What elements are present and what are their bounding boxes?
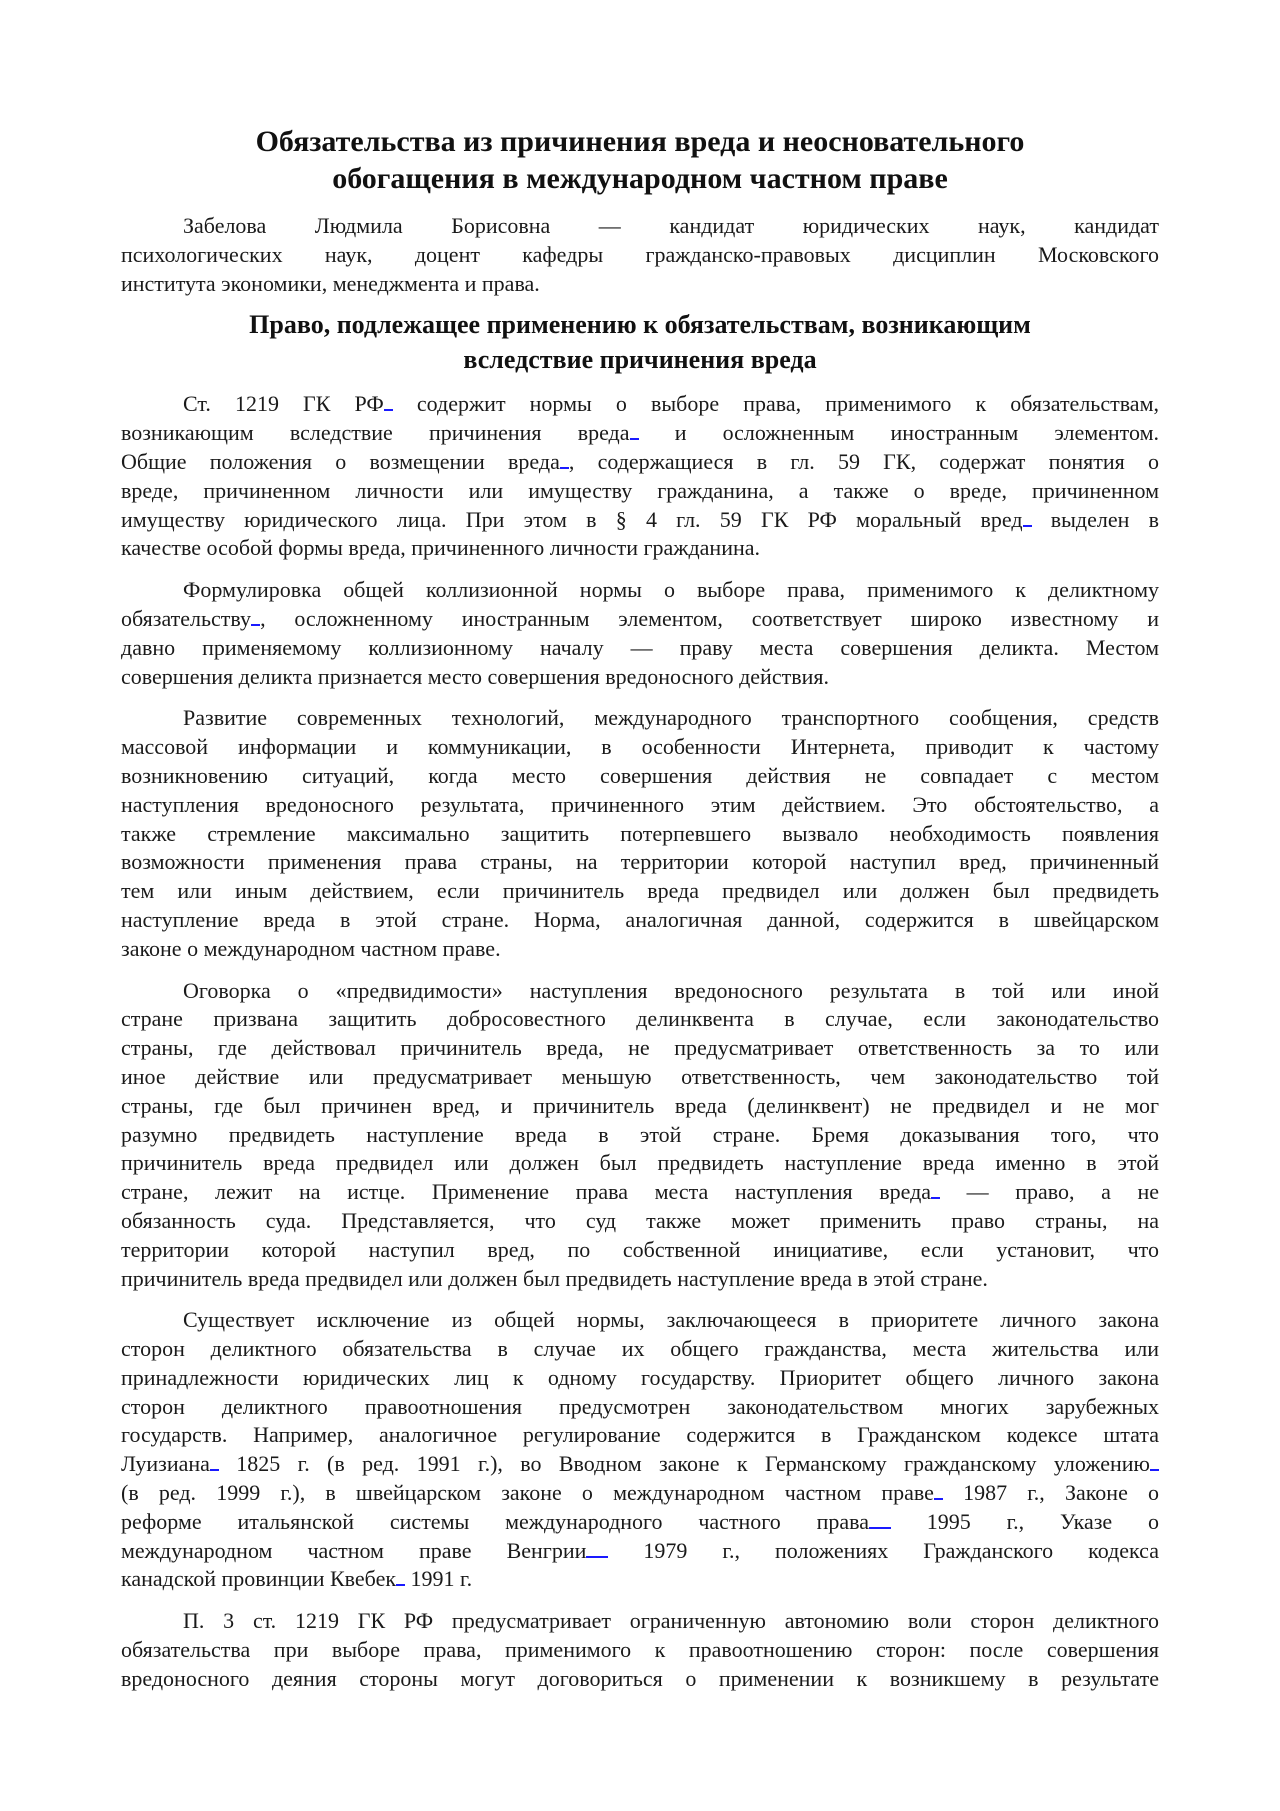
text-segment: (в ред. 1999 г.), в швейцарском законе о международном частном праве	[121, 1480, 934, 1506]
text-line	[121, 1508, 1159, 1537]
text-segment: качестве особой формы вреда, причиненного личности гражданина.	[121, 535, 761, 561]
footnote-link[interactable]	[934, 1494, 943, 1500]
text-segment: обязательству	[121, 605, 252, 631]
title-line: обогащения в международном частном праве	[332, 162, 948, 195]
text-segment: наступление вреда в этой стране. Норма, аналогичная данной, содержится в швейцарском	[121, 906, 1159, 932]
footnote-link[interactable]	[630, 434, 639, 440]
paragraph	[121, 1306, 1159, 1594]
text-line	[121, 704, 1159, 733]
text-line	[121, 605, 1159, 634]
footnote-link[interactable]	[1023, 521, 1032, 527]
text-line	[121, 1149, 1159, 1178]
text-line	[121, 906, 1159, 935]
text-segment: , осложненному иностранным элементом, соответствует широко известному и	[260, 605, 1159, 631]
text-line	[121, 977, 1159, 1006]
text-segment: Формулировка общей коллизионной нормы о выборе права, применимого к деликтному	[183, 577, 1159, 603]
document-title	[121, 123, 1159, 197]
footnote-link[interactable]	[396, 1580, 405, 1586]
footnote-link[interactable]	[1150, 1465, 1159, 1471]
text-segment: , содержащиеся в гл. 59 ГК, содержат понятия о	[568, 448, 1159, 474]
text-segment: возможности применения права страны, на территории которой наступил вред, причиненный	[121, 849, 1159, 875]
text-segment: стране призвана защитить добросовестного делинквента в случае, если законодательство	[121, 1006, 1159, 1032]
text-line	[121, 1034, 1159, 1063]
text-line	[121, 1450, 1159, 1479]
text-line	[121, 1393, 1159, 1422]
paragraph	[121, 1607, 1159, 1693]
text-segment: причинитель вреда предвидел или должен был предвидеть наступление вреда в этой стране.	[121, 1265, 988, 1291]
text-line	[121, 1121, 1159, 1150]
text-line	[121, 1265, 1159, 1294]
text-line	[121, 1636, 1159, 1665]
heading-line: Право, подлежащее применению к обязательствам, возникающим	[249, 310, 1031, 340]
text-segment: вреде, причиненном личности или имуществу гражданина, а также о вреде, причиненном	[121, 477, 1159, 503]
heading-line: вследствие причинения вреда	[463, 345, 817, 375]
text-line	[121, 390, 1159, 419]
text-segment: принадлежности юридических лиц к одному государству. Приоритет общего личного закона	[121, 1364, 1159, 1390]
text-segment: Развитие современных технологий, международного транспортного сообщения, средств	[183, 705, 1159, 731]
text-line	[121, 1306, 1159, 1335]
text-segment: разумно предвидеть наступление вреда в этой стране. Бремя доказывания того, что	[121, 1121, 1159, 1147]
text-line	[121, 506, 1159, 535]
text-segment: территории которой наступил вред, по собственной инициативе, если установит, что	[121, 1236, 1159, 1262]
text-line	[121, 419, 1159, 448]
text-segment: иное действие или предусматривает меньшую ответственность, чем законодательство той	[121, 1063, 1159, 1089]
text-segment: Забелова Людмила Борисовна — кандидат юридических наук, кандидат	[183, 213, 1159, 238]
text-segment: — право, а не	[940, 1179, 1159, 1205]
text-line	[121, 241, 1159, 270]
text-line	[121, 477, 1159, 506]
text-segment: возникновению ситуаций, когда место совершения действия не совпадает с местом	[121, 762, 1159, 788]
text-segment: П. 3 ст. 1219 ГК РФ предусматривает ограниченную автономию воли сторон деликтного	[183, 1608, 1159, 1634]
text-line	[121, 1063, 1159, 1092]
footnote-link[interactable]	[560, 463, 569, 469]
paragraph	[121, 576, 1159, 691]
text-segment: международном частном праве Венгрии	[121, 1537, 587, 1563]
text-segment: стране, лежит на истце. Применение права места наступления вреда	[121, 1179, 932, 1205]
section-heading	[121, 307, 1159, 377]
text-segment: 1991 г.	[405, 1566, 473, 1592]
text-segment: реформе итальянской системы международного частного права	[121, 1508, 869, 1534]
text-line	[121, 448, 1159, 477]
text-segment: наступления вредоносного результата, причиненного этим действием. Это обстоятельство, а	[121, 791, 1159, 817]
text-line	[121, 762, 1159, 791]
footnote-link[interactable]	[586, 1552, 608, 1558]
text-line	[121, 1665, 1159, 1694]
text-segment: содержит нормы о выборе права, применимого к обязательствам,	[392, 391, 1159, 417]
text-line	[121, 270, 1159, 299]
paragraph	[121, 977, 1159, 1294]
text-line	[121, 1421, 1159, 1450]
text-segment: психологических наук, доцент кафедры гражданско-правовых дисциплин Московского	[121, 241, 1159, 267]
text-line	[121, 791, 1159, 820]
text-segment: и осложненным иностранным элементом.	[638, 420, 1159, 446]
text-segment: Ст. 1219 ГК РФ	[183, 391, 384, 417]
text-segment: законе о международном частном праве.	[121, 935, 501, 961]
footnote-link[interactable]	[384, 405, 393, 411]
text-line	[121, 576, 1159, 605]
footnote-link[interactable]	[251, 620, 260, 626]
text-line	[121, 820, 1159, 849]
text-segment: страны, где действовал причинитель вреда, не предусматривает ответственность за то или	[121, 1035, 1159, 1061]
paragraph	[121, 704, 1159, 963]
text-segment: обязанность суда. Представляется, что суд также может применить право страны, на	[121, 1207, 1159, 1233]
text-line	[121, 1005, 1159, 1034]
text-line	[121, 1207, 1159, 1236]
text-segment: Существует исключение из общей нормы, заключающееся в приоритете личного закона	[183, 1307, 1159, 1333]
text-segment: массовой информации и коммуникации, в особенности Интернета, приводит к частому	[121, 734, 1159, 760]
text-line	[121, 663, 1159, 692]
footnote-link[interactable]	[931, 1193, 940, 1199]
text-line	[121, 1537, 1159, 1566]
text-segment: имуществу юридического лица. При этом в § 4 гл. 59 ГК РФ моральный вред	[121, 506, 1023, 532]
text-segment: выделен в	[1031, 506, 1160, 532]
text-segment: 1987 г., Законе о	[942, 1480, 1159, 1506]
text-line	[121, 212, 1159, 241]
text-line	[121, 534, 1159, 563]
text-segment: вредоносного деяния стороны могут договориться о применении к возникшему в результате	[121, 1665, 1159, 1691]
text-segment: 1825 г. (в ред. 1991 г.), во Вводном законе к Германскому гражданскому уложению	[218, 1451, 1150, 1477]
text-segment: Оговорка о «предвидимости» наступления вредоносного результата в той или иной	[183, 977, 1159, 1003]
footnote-link[interactable]	[869, 1523, 891, 1529]
text-line	[121, 1092, 1159, 1121]
text-segment: канадской провинции Квебек	[121, 1566, 397, 1592]
footnote-link[interactable]	[210, 1465, 219, 1471]
text-segment: тем или иным действием, если причинитель вреда предвидел или должен был предвидеть	[121, 878, 1159, 904]
text-line	[121, 733, 1159, 762]
text-segment: сторон деликтного обязательства в случае их общего гражданства, места жительства или	[121, 1336, 1159, 1362]
article-body	[121, 390, 1159, 1693]
text-line	[121, 1364, 1159, 1393]
text-line	[121, 1236, 1159, 1265]
text-line	[121, 1178, 1159, 1207]
text-line	[121, 935, 1159, 964]
text-segment: причинитель вреда предвидел или должен был предвидеть наступление вреда именно в этой	[121, 1150, 1159, 1176]
text-segment: 1995 г., Указе о	[890, 1508, 1159, 1534]
text-segment: 1979 г., положениях Гражданского кодекса	[608, 1537, 1159, 1563]
text-line	[121, 877, 1159, 906]
text-line	[121, 1607, 1159, 1636]
text-segment: возникающим вследствие причинения вреда	[121, 420, 630, 446]
text-segment: Общие положения о возмещении вреда	[121, 448, 560, 474]
text-segment: страны, где был причинен вред, и причинитель вреда (делинквент) не предвидел и не мог	[121, 1092, 1159, 1118]
text-line	[121, 1565, 1159, 1594]
text-segment: государств. Например, аналогичное регулирование содержится в Гражданском кодексе штата	[121, 1422, 1159, 1448]
title-line: Обязательства из причинения вреда и неосновательного	[255, 125, 1025, 158]
text-segment: сторон деликтного правоотношения предусмотрен законодательством многих зарубежных	[121, 1393, 1159, 1419]
text-segment: обязательства при выборе права, применимого к правоотношению сторон: после совершения	[121, 1637, 1159, 1663]
text-line	[121, 1479, 1159, 1508]
text-line	[121, 634, 1159, 663]
text-segment: также стремление максимально защитить потерпевшего вызвало необходимость появления	[121, 820, 1159, 846]
paragraph	[121, 390, 1159, 563]
text-line	[121, 1335, 1159, 1364]
text-segment: Луизиана	[121, 1451, 210, 1477]
text-segment: давно применяемому коллизионному началу — праву места совершения деликта. Местом	[121, 634, 1159, 660]
author-info	[121, 212, 1159, 298]
text-segment: института экономики, менеджмента и права.	[121, 270, 540, 296]
text-segment: совершения деликта признается место совершения вредоносного действия.	[121, 663, 829, 689]
text-line	[121, 848, 1159, 877]
